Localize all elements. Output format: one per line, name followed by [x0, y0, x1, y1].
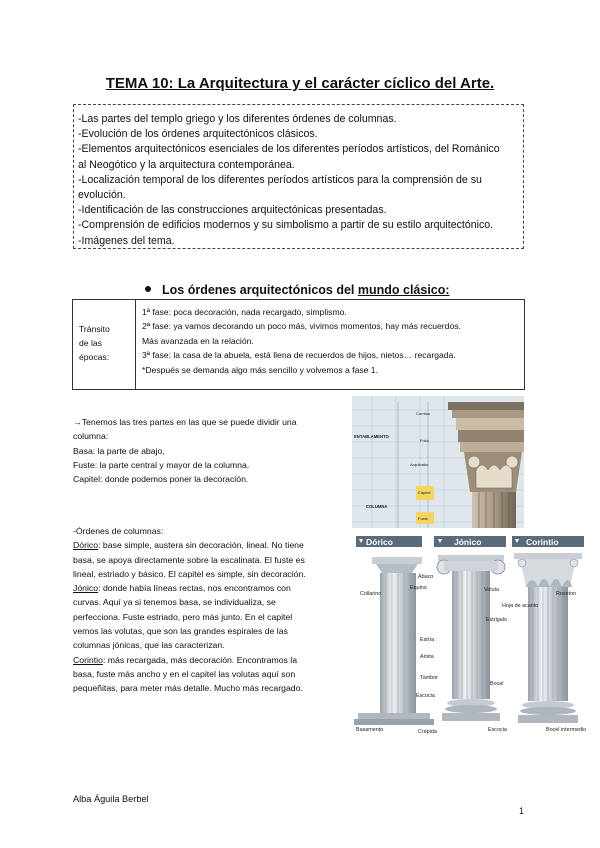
orders-line: : donde había líneas rectas, nos encontramos con [98, 583, 291, 594]
objective-line: -Evolución de los órdenes arquitectónicos clásicos. [78, 128, 318, 141]
orders-line: : base simple, austera sin decoración, lineal. No tiene [98, 540, 304, 551]
label-voluta: Voluta [484, 587, 499, 593]
page-title: TEMA 10: La Arquitectura y el carácter cíclico del Arte. [105, 75, 495, 92]
phases-content [136, 300, 525, 390]
objective-line: -Elementos arquitectónicos esenciales de los diferentes períodos artísticos, del Románico [78, 143, 500, 156]
ionic-term: Jónico [73, 583, 99, 594]
label-roseton: Roseton [556, 591, 577, 597]
label-hoja-acanto: Hoja de acanto [502, 603, 539, 609]
page-number: 1 [519, 806, 525, 816]
orders-line: basa, se apoya directamente sobre la escalinata. El fuste es [73, 554, 305, 565]
label-fuste: Fuste [418, 516, 429, 521]
bullet-icon [145, 286, 151, 292]
objective-line: -Identificación de las construcciones arquitectónicas presentadas. [78, 204, 387, 217]
orders-line: curvas. Aquí ya si tenemos basa, se individualiza, se [73, 597, 276, 608]
orders-heading: -Órdenes de columnas: [73, 526, 164, 536]
label-equino: Equino [410, 585, 427, 591]
phase-line: 3ª fase: la casa de la abuela, está llena de recuerdos de hijos, nietos… recargada. [142, 350, 456, 361]
label-tambor: Tambor [420, 675, 438, 681]
phases-label-line: épocas: [79, 352, 110, 363]
phases-table [72, 299, 525, 390]
objective-line: al Neogótico y la arquitectura contemporánea. [78, 158, 295, 171]
column-parts-text [73, 415, 345, 486]
label-arquitrabe: Arquitrabe [410, 462, 429, 467]
entablature-figure [352, 396, 524, 528]
doric-term: Dórico [73, 540, 99, 551]
orders-line: : más recargada, más decoración. Encontramos la [102, 654, 298, 665]
label-bocel: Bocel [490, 681, 504, 687]
label-friso: Friso [420, 438, 429, 443]
orders-line: vemos las volutas, que son las grandes espirales de las [73, 626, 288, 637]
orders-line: columnas jónicas, que las caracterizan. [73, 640, 225, 651]
label-estria: Estría [420, 637, 435, 643]
phases-label-line: de las [79, 338, 102, 349]
author-footer: Alba Águila Berbel [73, 794, 149, 804]
orders-line: pequeñitas, para meter más detalle. Mucho más recargado. [73, 683, 303, 694]
label-columna: COLUMNA [366, 504, 388, 509]
section-heading-text: Los órdenes arquitectónicos del [162, 283, 358, 297]
parts-line: Basa: la parte de abajo, [73, 445, 165, 456]
column-orders-figure [354, 535, 587, 735]
label-entablamento: ENTABLAMENTO [354, 434, 389, 439]
label-cornisa: Cornisa [416, 411, 430, 416]
label-bocel-intermedio: Bocel intermedio [546, 727, 587, 733]
parts-line: →Tenemos las tres partes en las que se puede dividir una [73, 417, 297, 427]
objectives-box [73, 104, 524, 249]
corinthian-term: Corintio [73, 654, 103, 665]
orders-line: basa, fuste más ancho y en el capitel las volutas aquí son [73, 668, 296, 679]
parts-line: columna: [73, 431, 109, 442]
objective-line: evolución. [78, 189, 126, 202]
label-estrigalo: Estrigalo [486, 617, 507, 623]
orders-line: lineal, estriado y básico. El capitel es simple, sin decoración. [73, 568, 306, 579]
label-collarino: Collarino [360, 591, 382, 597]
label-escocia: Escocia [416, 693, 435, 699]
header-corinthian-text: Corintio [526, 537, 559, 547]
objective-line: -Localización temporal de los diferentes períodos artísticos para la comprensión de su [78, 173, 482, 186]
label-crepida: Crépida [418, 729, 437, 735]
header-doric-text: Dórico [366, 537, 393, 547]
parts-line: Fuste: la parte central y mayor de la columna. [73, 459, 250, 470]
header-ionic-text: Jónico [454, 537, 482, 547]
section-heading [145, 283, 450, 297]
phase-line: *Después se demanda algo más sencillo y volvemos a fase 1. [142, 364, 378, 375]
label-escocia-2: Escocia [488, 727, 507, 733]
orders-line: perfecciona. Fuste estriado, pero más junto. En el capitel [73, 611, 293, 622]
label-abaco: Ábaco [418, 574, 434, 580]
label-arista: Arista [420, 654, 434, 660]
label-capitel: Capitel [418, 490, 431, 495]
objective-line: -Imágenes del tema. [78, 234, 175, 247]
column-orders-text [73, 524, 348, 696]
phases-label [73, 300, 136, 390]
section-heading-underlined: mundo clásico: [357, 283, 450, 297]
objective-line: -Las partes del templo griego y los diferentes órdenes de columnas. [78, 113, 397, 125]
phase-line: 2ª fase: ya vamos decorando un poco más, vivimos momentos, hay más recuerdos. [142, 321, 461, 332]
phase-line: Más avanzada en la relación. [142, 335, 254, 346]
phase-line: 1ª fase: poca decoración, nada recargado, simplismo. [142, 307, 347, 317]
label-basamento: Basamento [356, 727, 384, 733]
objective-line: -Comprensión de edificios modernos y su simbolismo a partir de su estilo arquitectónico. [78, 219, 494, 232]
parts-line: Capitel: donde podemos poner la decoración. [73, 474, 249, 485]
phases-label-line: Tránsito [79, 324, 110, 334]
